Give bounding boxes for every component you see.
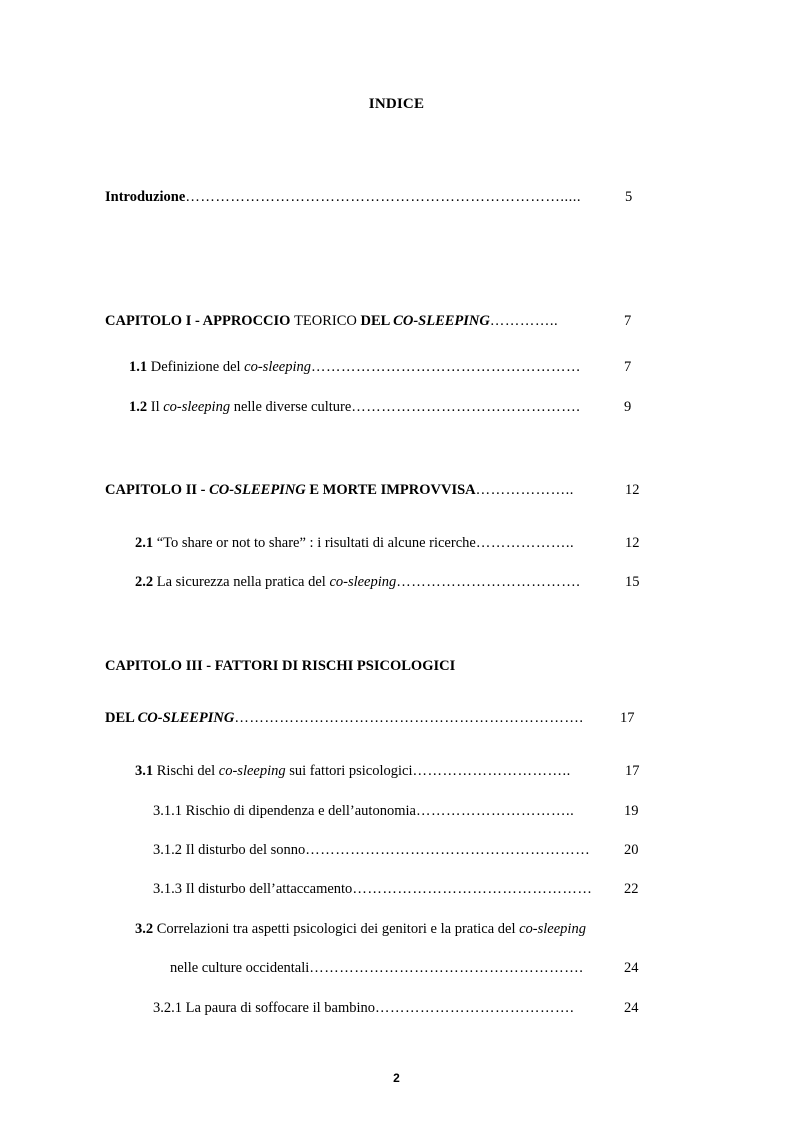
toc-entry-text: CAPITOLO II - — [105, 482, 210, 498]
toc-entry-text: 2.2 — [135, 574, 154, 590]
toc-entry-text-wrap — [209, 482, 306, 498]
toc-entry-text: nelle diverse culture — [230, 399, 352, 415]
toc-entry-text: CAPITOLO I - APPROCCIO — [105, 313, 295, 329]
toc-leader-dots: ……………………………………………………………. — [234, 710, 584, 726]
toc-entry-text-wrap — [393, 313, 490, 329]
toc-page-number: 19 — [624, 803, 639, 819]
toc-leader-dots: ……………………………………………… — [311, 359, 582, 375]
toc-leader-dots: ………………………………. — [396, 574, 581, 590]
toc-entry-1-2[interactable] — [129, 397, 619, 417]
toc-leader-dots: …………………………………. — [375, 1000, 575, 1016]
toc-page-number: 12 — [625, 535, 640, 551]
toc-entry-text: nelle culture occidentali — [170, 960, 310, 976]
toc-entry-text: CO-SLEEPING — [209, 482, 306, 498]
toc-leader-dots: ……………….. — [475, 535, 575, 551]
toc-page-number: 17 — [625, 763, 640, 779]
toc-entry-3-2-cont[interactable] — [170, 958, 616, 978]
toc-entry-text: DEL — [105, 710, 138, 726]
toc-entry-introduzione[interactable] — [105, 187, 615, 207]
toc-entry-text-wrap — [138, 710, 235, 726]
toc-entry-text: Correlazioni tra aspetti psicologici dei genitori e la pratica del — [153, 921, 520, 937]
toc-entry-text: CO-SLEEPING — [393, 313, 490, 329]
toc-page-number: 9 — [624, 399, 632, 415]
toc-page-number: 20 — [624, 842, 639, 858]
toc-entry-capitolo-2[interactable] — [105, 480, 620, 500]
toc-page-number: 7 — [624, 313, 632, 329]
toc-entry-text: La sicurezza nella pratica del — [153, 574, 330, 590]
toc-page-number: 24 — [624, 960, 639, 976]
toc-entry-text: Introduzione — [105, 189, 186, 205]
toc-leader-dots: ………………………………………………. — [309, 960, 584, 976]
toc-entry-text: co-sleeping — [244, 359, 312, 375]
toc-entry-text: CO-SLEEPING — [137, 710, 235, 726]
toc-page-number: 12 — [625, 482, 640, 498]
page-footer-number: 2 — [393, 1071, 400, 1085]
toc-entry-text: co-sleeping — [519, 921, 586, 937]
toc-leader-dots: ………………………………………………… — [305, 842, 591, 858]
toc-page-number: 22 — [624, 881, 639, 897]
toc-entry-3-2-1[interactable] — [153, 998, 615, 1018]
toc-entry-capitolo-3[interactable] — [105, 656, 625, 676]
toc-entry-text: 3.1.3 Il disturbo dell’attaccamento — [153, 881, 353, 897]
toc-entry-3-1-1[interactable] — [153, 801, 615, 821]
toc-leader-dots: ………………………….. — [412, 763, 571, 779]
toc-page-number: 24 — [624, 1000, 639, 1016]
toc-entry-text: CAPITOLO III - FATTORI DI RISCHI PSICOLOGICI — [105, 658, 456, 674]
toc-entry-text: 3.1.2 Il disturbo del sonno — [153, 842, 306, 858]
toc-entry-text: TEORICO — [294, 313, 361, 329]
toc-leader-dots: ……………….. — [475, 482, 574, 498]
page-title: INDICE — [368, 96, 425, 112]
toc-entry-capitolo-3-cont[interactable] — [105, 708, 615, 728]
toc-entry-text: 3.2 — [135, 921, 154, 937]
toc-leader-dots: ………….. — [489, 313, 559, 329]
toc-leader-dots: ………………………………………. — [351, 399, 581, 415]
toc-entry-3-1-2[interactable] — [153, 840, 615, 860]
toc-entry-1-1[interactable] — [129, 357, 617, 377]
toc-entry-capitolo-1[interactable] — [105, 311, 615, 331]
toc-entry-text: 3.1.1 Rischio di dipendenza e dell’autonomia — [153, 803, 416, 819]
toc-entry-3-1[interactable] — [135, 761, 615, 781]
toc-entry-text: 3.1 — [135, 763, 154, 779]
toc-entry-text: “To share or not to share” : i risultati di alcune ricerche — [153, 535, 476, 551]
toc-leader-dots: ………………………….. — [415, 803, 575, 819]
toc-entry-text: E MORTE IMPROVVISA — [305, 482, 476, 498]
toc-entry-text: 3.2.1 La paura di soffocare il bambino — [153, 1000, 375, 1016]
toc-entry-text: co-sleeping — [218, 763, 286, 779]
toc-page-number: 17 — [620, 710, 635, 726]
toc-entry-text: co-sleeping — [329, 574, 397, 590]
toc-page-number: 15 — [625, 574, 640, 590]
toc-leader-dots: …………………………………………………………………..... — [185, 189, 581, 205]
toc-page-number: 7 — [624, 359, 632, 375]
toc-entry-text: 1.2 — [129, 399, 148, 415]
toc-entry-text: co-sleeping — [163, 399, 231, 415]
toc-leader-dots: ………………………………………… — [352, 881, 593, 897]
toc-entry-text: Il — [147, 399, 164, 415]
toc-entry-text: Rischi del — [153, 763, 219, 779]
toc-entry-text: 2.1 — [135, 535, 154, 551]
toc-entry-text: Definizione del — [147, 359, 245, 375]
toc-entry-text: sui fattori psicologici — [285, 763, 413, 779]
toc-entry-3-2[interactable] — [135, 919, 655, 939]
toc-entry-2-2[interactable] — [135, 572, 620, 592]
toc-entry-2-1[interactable] — [135, 533, 615, 553]
toc-entry-text: 1.1 — [129, 359, 148, 375]
toc-entry-3-1-3[interactable] — [153, 879, 615, 899]
toc-page-number: 5 — [625, 189, 633, 205]
toc-entry-text: DEL — [360, 313, 394, 329]
